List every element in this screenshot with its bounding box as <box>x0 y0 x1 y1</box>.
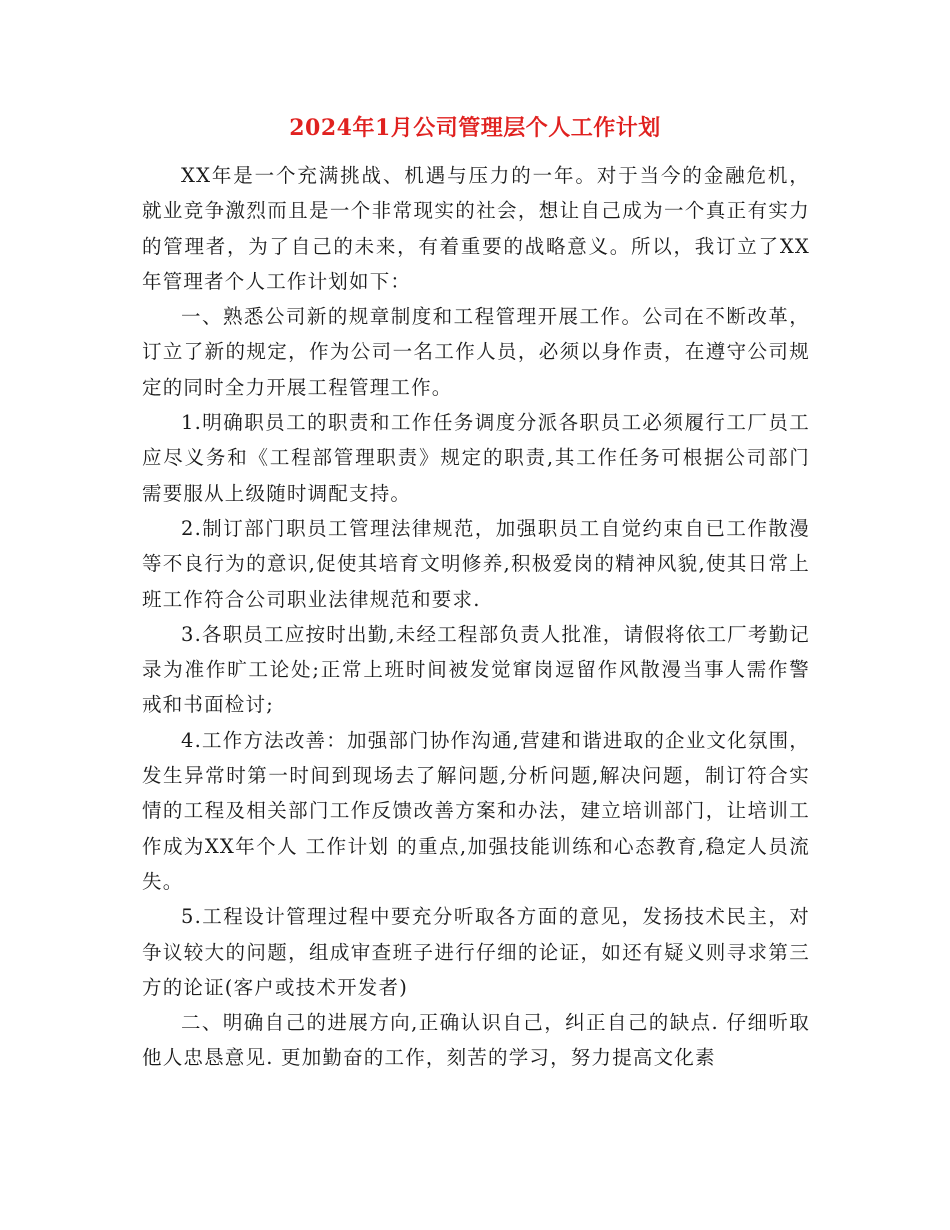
document-title: 2024年1月公司管理层个人工作计划 <box>289 115 661 141</box>
paragraph-item-2: 2.制订部门职员工管理法律规范，加强职员工自觉约束自已工作散漫等不良行为的意识,促使其培育文明修养,积极爱岗的精神风貌,使其日常上班工作符合公司职业法律规范和要求. <box>142 516 810 611</box>
paragraph-item-1: 1.明确职员工的职责和工作任务调度分派各职员工必须履行工厂员工应尽义务和《工程部管理职责》规定的职责,其工作任务可根据公司部门需要服从上级随时调配支持。 <box>142 411 810 505</box>
paragraph-section-1: 一、熟悉公司新的规章制度和工程管理开展工作。公司在不断改革，订立了新的规定，作为公司一名工作人员，必须以身作责，在遵守公司规定的同时全力开展工程管理工作。 <box>142 305 810 399</box>
paragraph-item-5: 5.工程设计管理过程中要充分听取各方面的意见，发扬技术民主，对争议较大的问题，组成审查班子进行仔细的论证，如还有疑义则寻求第三方的论证(客户或技术开发者) <box>142 905 810 999</box>
paragraph-item-4: 4.工作方法改善：加强部门协作沟通,营建和谐进取的企业文化氛围，发生异常时第一时间到现场去了解问题,分析问题,解决问题，制订符合实情的工程及相关部门工作反馈改善方案和办法，建立培训部门，让培训工作成为XX年个人 工作计划 的重点,加强技能训练和心态教育,稳定人员流失。 <box>142 728 810 893</box>
paragraph-section-2: 二、明确自己的进展方向,正确认识自己，纠正自己的缺点. 仔细听取他人忠恳意见. 更加勤奋的工作，刻苦的学习，努力提高文化素 <box>142 1011 810 1070</box>
document-body <box>142 158 810 1076</box>
paragraph-intro: XX年是一个充满挑战、机遇与压力的一年。对于当今的金融危机，就业竞争激烈而且是一个非常现实的社会，想让自己成为一个真正有实力的管理者，为了自己的未来，有着重要的战略意义。所以，我订立了XX年管理者个人工作计划如下： <box>142 164 810 293</box>
paragraph-item-3: 3.各职员工应按时出勤,未经工程部负责人批准，请假将依工厂考勤记录为准作旷工论处;正常上班时间被发觉窜岗逗留作风散漫当事人需作警戒和书面检讨; <box>142 622 810 717</box>
